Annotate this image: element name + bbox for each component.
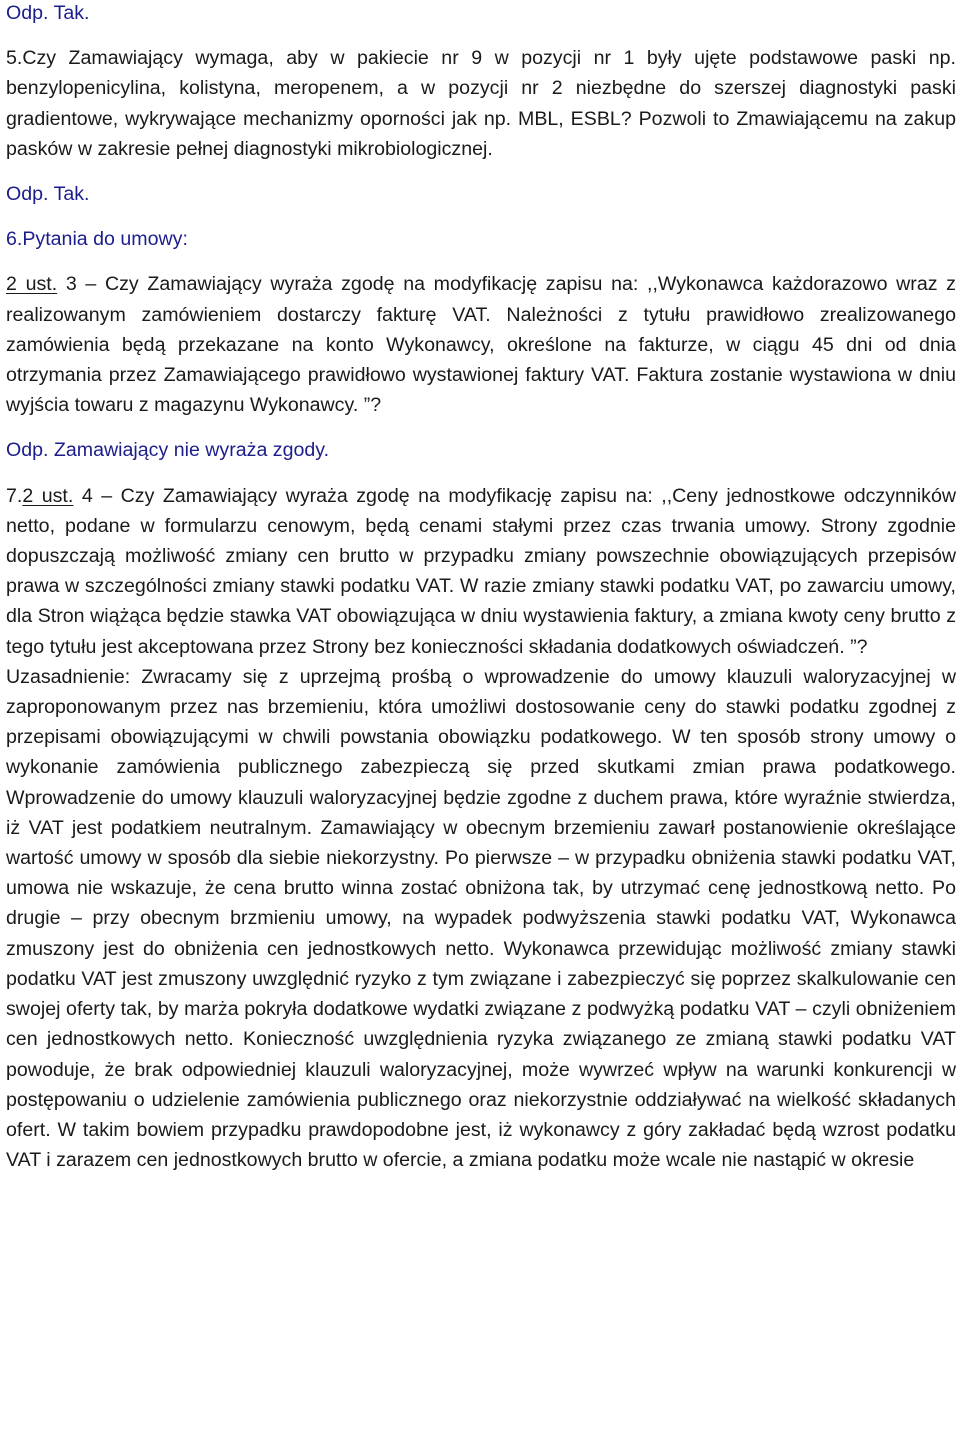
answer-5: Odp. Tak.: [6, 183, 90, 206]
question-7: [6, 481, 956, 662]
contract-questions-heading: 6.Pytania do umowy:: [6, 228, 188, 251]
question-7-reference: 2 ust.: [22, 484, 74, 507]
justification-paragraph: Uzasadnienie: Zwracamy się z uprzejmą prośbą o wprowadzenie do umowy klauzuli waloryzacyjnej w zaproponowanym przez nas brzemieniu, która umożliwi dostosowanie ceny do stawki podatku zgodnej z przepisami obowiązującymi w chwili powstania obowiązku podatkowego. W ten sposób strony umowy o wykonanie zamówienia publicznego zabezpieczą się przed skutkami zmian prawa podatkowego. Wprowadzenie do umowy klauzuli waloryzacyjnej będzie zgodne z duchem prawa, które wyraźnie stwierdza, iż VAT jest podatkiem neutralnym. Zamawiający w obecnym brzemieniu zawarł postanowienie określające wartość umowy w sposób dla siebie niekorzystny. Po pierwsze – w przypadku obniżenia stawki podatku VAT, umowa nie wskazuje, że cena brutto winna zostać obniżona tak, by utrzymać cenę jednostkową netto. Po drugie – przy obecnym brzmieniu umowy, na wypadek podwyższenia stawki podatku VAT, Wykonawca zmuszony jest do obniżenia cen jednostkowych netto. Wykonawca przewidując możliwość zmiany stawki podatku VAT jest zmuszony uwzględnić ryzyko z tym związane i zabezpieczyć się poprzez skalkulowanie cen swojej oferty tak, by marża pokryła dodatkowe wydatki związane z podwyżką podatku VAT – czyli obniżeniem cen jednostkowych netto. Konieczność uwzględnienia ryzyka związanego ze zmianą stawki podatku VAT powoduje, że brak odpowiedniej klauzuli waloryzacyjnej, może wywrzeć wpływ na warunki konkurencji w postępowaniu o udzielenie zamówienia publicznego oraz niekorzystnie oddziaływać na wielkość składanych ofert. W takim bowiem przypadku prawdopodobne jest, iż wykonawcy z góry zakładać będą wzrost podatku VAT i zarazem cen jednostkowych brutto w ofercie, a zmiana podatku może wcale nie nastąpić w okresie: [6, 665, 956, 1172]
question-6: [6, 269, 956, 420]
question-5: 5.Czy Zamawiający wymaga, aby w pakiecie nr 9 w pozycji nr 1 były ujęte podstawowe paski np. benzylopenicylina, kolistyna, meropenem, a w pozycji nr 2 niezbędne do szerszej diagnostyki paski gradientowe, wykrywające mechanizmy oporności jak np. MBL, ESBL? Pozwoli to Zmawiającemu na zakup pasków w zakresie pełnej diagnostyki mikrobiologicznej.: [6, 47, 956, 160]
question-7-number: 7.: [6, 484, 23, 507]
question-6-reference: 2 ust.: [6, 273, 58, 296]
answer-top: Odp. Tak.: [6, 2, 90, 24]
question-7-text: 4 – Czy Zamawiający wyraża zgodę na modyfikację zapisu na: ,,Ceny jednostkowe odczynników netto, podane w formularzu cenowym, będą cenami stałymi przez czas trwania umowy. Strony zgodnie dopuszczają możliwość zmiany cen brutto w przypadku zmiany powszechnie obowiązujących przepisów prawa w szczególności zmiany stawki podatku VAT. W razie zmiany stawki podatku VAT, po zawarciu umowy, dla Stron wiążąca będzie stawka VAT obowiązująca w dniu wystawienia faktury, a zmiana kwoty ceny brutto z tego tytułu jest akceptowana przez Strony bez konieczności składania dodatkowych oświadczeń. ”?: [6, 484, 956, 658]
document-page: [6, 0, 956, 1175]
question-6-text: 3 – Czy Zamawiający wyraża zgodę na modyfikację zapisu na: ,,Wykonawca każdorazowo wraz z realizowanym zamówieniem dostarczy fakturę VAT. Należności z tytułu prawidłowo zrealizowanego zamówienia będą przekazane na konto Wykonawcy, określone na fakturze, w ciągu 45 dni od dnia otrzymania przez Zamawiającego prawidłowo wystawionej faktury VAT. Faktura zostanie wystawiona w dniu wyjścia towaru z magazynu Wykonawcy. ”?: [6, 273, 956, 417]
answer-6: Odp. Zamawiający nie wyraża zgody.: [6, 439, 330, 462]
